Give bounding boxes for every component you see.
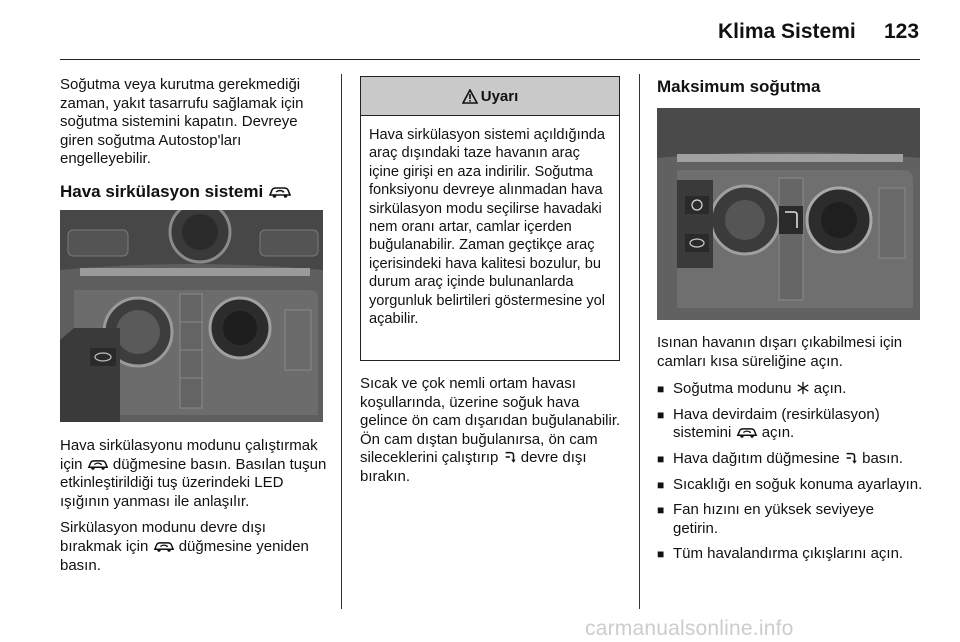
column-3-lower <box>657 334 923 571</box>
header-rule <box>60 59 920 60</box>
column-1-lower <box>60 437 330 583</box>
car-recirculation-icon <box>736 426 758 439</box>
list-item: ■ Hava dağıtım düğmesine basın. <box>657 450 923 469</box>
photo-recirculation-panel <box>60 210 323 422</box>
page-number: 123 <box>884 20 920 43</box>
section-heading-recirculation: Hava sirkülasyon sistemi <box>60 183 328 202</box>
column-2-lower <box>360 375 622 495</box>
warning-header <box>361 77 619 116</box>
column-divider-1 <box>341 74 342 609</box>
air-distribution-icon <box>844 451 858 465</box>
column-1 <box>60 76 328 202</box>
max-cooling-intro: Isınan havanın dışarı çıkabilmesi için camları kısa süreliğine açın. <box>657 334 903 370</box>
column-divider-2 <box>639 74 640 609</box>
intro-paragraph: Soğutma veya kurutma gerekmediği zaman, yakıt tasarrufu sağlamak için soğutma sistemini kapatın. Devreye giren soğutma Autostop'ları engelleyebilir. <box>60 76 304 168</box>
recirculation-off-paragraph: Sirkülasyon modunu devre dışı bırakmak için düğmesine yeniden basın. <box>60 519 309 574</box>
list-item: ■ Hava devirdaim (resirkülasyon) sistemini açın. <box>657 406 923 443</box>
warning-title: Uyarı <box>480 87 519 105</box>
footer-watermark: carmanualsonline.info <box>585 617 794 640</box>
warning-box <box>360 76 620 361</box>
max-cooling-steps <box>657 380 923 564</box>
list-item: ■ Tüm havalandırma çıkışlarını açın. <box>657 545 923 564</box>
list-item: ■ Soğutma modunu açın. <box>657 380 923 399</box>
car-recirculation-icon <box>268 185 292 199</box>
page-header-title: Klima Sistemi <box>718 20 856 43</box>
snowflake-icon <box>796 381 810 395</box>
photo-max-cooling-panel <box>657 108 920 320</box>
column-3-heading-wrap <box>657 78 922 97</box>
recirculation-on-paragraph: Hava sirkülasyonu modunu çalıştırmak için düğmesine basın. Basılan tuşun etkinleştirildiği tuş üzerindeki LED ışığının yanması ile anlaşılır. <box>60 437 327 510</box>
list-item: ■ Fan hızını en yüksek seviyeye getirin. <box>657 501 923 538</box>
air-distribution-icon <box>503 450 517 464</box>
fogging-paragraph: Sıcak ve çok nemli ortam havası koşullarında, üzerine soğuk hava gelince ön cam dışarıdan buğulanabilir. Ön cam dıştan buğulanırsa, ön cam sileceklerini çalıştırıp devre dışı bırakın. <box>360 375 621 485</box>
car-recirculation-icon <box>87 458 109 471</box>
car-recirculation-icon <box>153 540 175 553</box>
list-item: ■ Sıcaklığı en soğuk konuma ayarlayın. <box>657 476 923 495</box>
section-heading-max-cooling: Maksimum soğutma <box>657 77 821 96</box>
warning-triangle-icon <box>462 89 478 104</box>
warning-body: Hava sirkülasyon sistemi açıldığında araç dışındaki taze havanın araç içine girişi en aza indirilir. Soğutma fonksiyonu devreye alınmadan hava sirkülasyon modu seçilirse havadaki nem oranı artar, camlar içerden buğulanabilir. Zaman geçtikçe araç içerisindeki hava kalitesi bozulur, bu durum araç içinde bulunanlarda yorgunluk belirtileri göstermesine yol açabilir. <box>369 127 606 328</box>
